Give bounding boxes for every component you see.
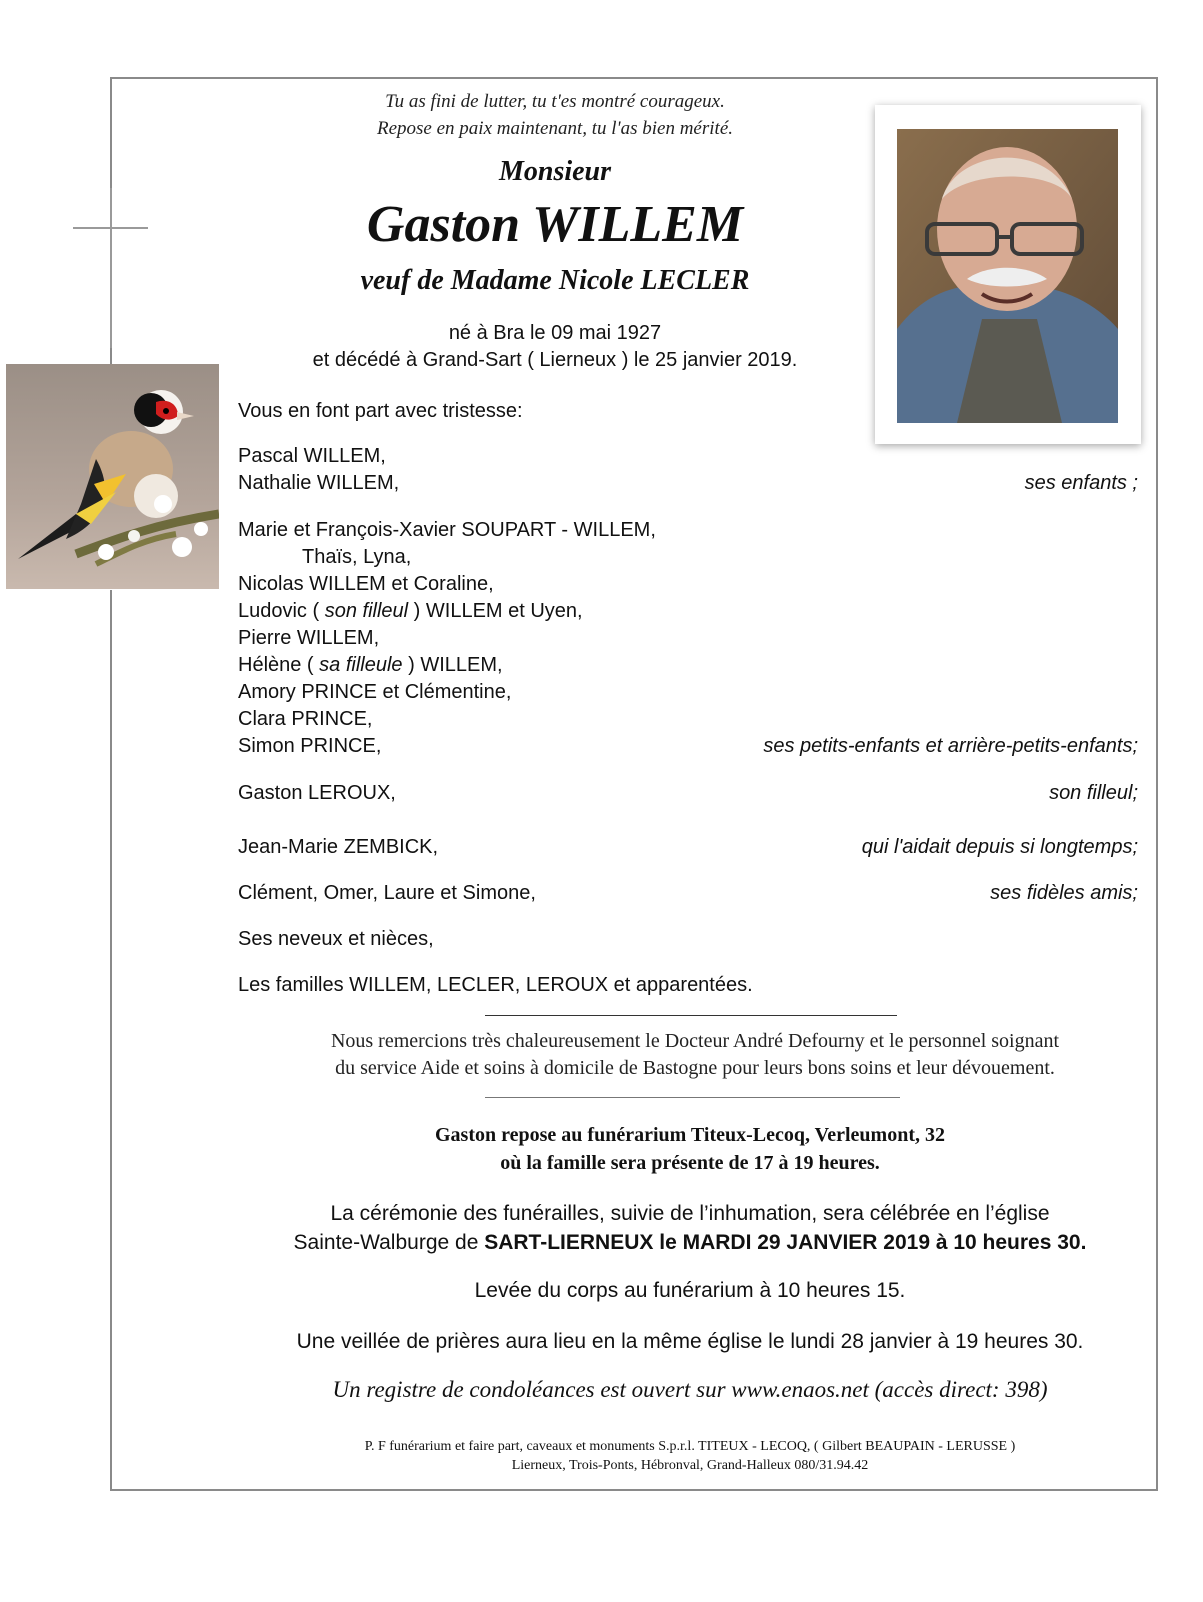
honorific: Monsieur <box>498 156 612 187</box>
footer-line: Lierneux, Trois-Ponts, Hébronval, Grand-Halleux 080/31.94.42 <box>511 1458 869 1473</box>
poem-line: Tu as fini de lutter, tu t'es montré courageux. <box>385 91 725 112</box>
death-line: et décédé à Grand-Sart ( Lierneux ) le 25 janvier 2019. <box>312 349 798 371</box>
family-name: Clara PRINCE, <box>238 708 373 730</box>
cross-icon-vertical <box>110 188 112 348</box>
divider <box>485 1097 900 1098</box>
repose-line: Gaston repose au funérarium Titeux-Lecoq, Verleumont, 32 <box>434 1124 945 1146</box>
grandchildren-group <box>238 517 1138 760</box>
widow-of: veuf de Madame Nicole LECLER <box>360 265 750 296</box>
family-name: Gaston LEROUX, <box>238 782 396 804</box>
repose-line: où la famille sera présente de 17 à 19 heures. <box>500 1152 880 1174</box>
relation-label: ses fidèles amis; <box>990 882 1138 904</box>
family-name: Ludovic ( son filleul ) WILLEM et Uyen, <box>238 600 583 622</box>
poem-line: Repose en paix maintenant, tu l'as bien mérité. <box>376 118 734 139</box>
frame-top-line <box>110 77 1158 79</box>
ceremony-line: La cérémonie des funérailles, suivie de l’inhumation, sera célébrée en l’église <box>330 1202 1050 1225</box>
godson-row <box>238 780 1138 807</box>
ceremony-line: Sainte-Walburge de SART-LIERNEUX le MARDI 29 JANVIER 2019 à 10 heures 30. <box>293 1231 1087 1254</box>
family-name: Nicolas WILLEM et Coraline, <box>238 573 494 595</box>
relation-label: son filleul; <box>1049 782 1138 804</box>
relation-label: ses enfants ; <box>1024 472 1138 494</box>
cross-icon-horizontal <box>73 227 148 229</box>
children-group <box>238 443 1138 497</box>
portrait-photo <box>897 129 1118 423</box>
family-name: Amory PRINCE et Clémentine, <box>238 681 512 703</box>
family-name: Nathalie WILLEM, <box>238 472 400 494</box>
prayer-vigil-notice: Une veillée de prières aura lieu en la même église le lundi 28 janvier à 19 heures 30. <box>296 1330 1084 1353</box>
goldfinch-bird-image <box>6 364 219 589</box>
family-name: Simon PRINCE, <box>238 735 382 757</box>
divider <box>485 1015 897 1016</box>
thanks-line: du service Aide et soins à domicile de Bastogne pour leurs bons soins et leur dévouement. <box>335 1057 1055 1079</box>
helper-row <box>238 834 1138 861</box>
relation-label: qui l'aidait depuis si longtemps; <box>861 836 1138 858</box>
birth-death-info <box>250 320 860 374</box>
friends-row <box>238 880 1138 907</box>
thanks-paragraph <box>150 1028 1203 1082</box>
family-name: Pascal WILLEM, <box>238 445 386 467</box>
family-name: Marie et François-Xavier SOUPART - WILLEM, <box>238 519 656 541</box>
deceased-name: Gaston WILLEM <box>366 196 744 253</box>
frame-bottom-line <box>110 1489 1158 1491</box>
family-name: Clément, Omer, Laure et Simone, <box>238 882 536 904</box>
family-name: Thaïs, Lyna, <box>302 546 412 568</box>
ceremony-date: SART-LIERNEUX le MARDI 29 JANVIER 2019 à 10 heures 30. <box>484 1231 1087 1254</box>
funeral-home-notice <box>150 1121 1203 1177</box>
funeral-director-footer <box>150 1437 1203 1475</box>
nephews-row: Ses neveux et nièces, <box>238 928 434 950</box>
family-name: Hélène ( sa filleule ) WILLEM, <box>238 654 503 676</box>
epitaph-poem <box>250 88 860 142</box>
family-name: Pierre WILLEM, <box>238 627 380 649</box>
relation-label: ses petits-enfants et arrière-petits-enfants; <box>763 735 1138 757</box>
birth-line: né à Bra le 09 mai 1927 <box>448 322 662 344</box>
family-name: Jean-Marie ZEMBICK, <box>238 836 439 858</box>
condolence-register: Un registre de condoléances est ouvert sur www.enaos.net (accès direct: 398) <box>332 1377 1048 1402</box>
families-row: Les familles WILLEM, LECLER, LEROUX et apparentées. <box>238 974 753 996</box>
ceremony-notice <box>150 1199 1203 1257</box>
footer-line: P. F funérarium et faire part, caveaux et monuments S.p.r.l. TITEUX - LECOQ, ( Gilbert BEAUPAIN - LERUSSE ) <box>364 1439 1016 1454</box>
announcement-intro: Vous en font part avec tristesse: <box>238 400 523 422</box>
body-departure-notice: Levée du corps au funérarium à 10 heures 15. <box>474 1279 906 1302</box>
thanks-line: Nous remercions très chaleureusement le Docteur André Defourny et le personnel soignant <box>330 1030 1060 1052</box>
portrait-frame <box>875 105 1141 444</box>
frame-left-line-lower <box>110 590 112 1491</box>
